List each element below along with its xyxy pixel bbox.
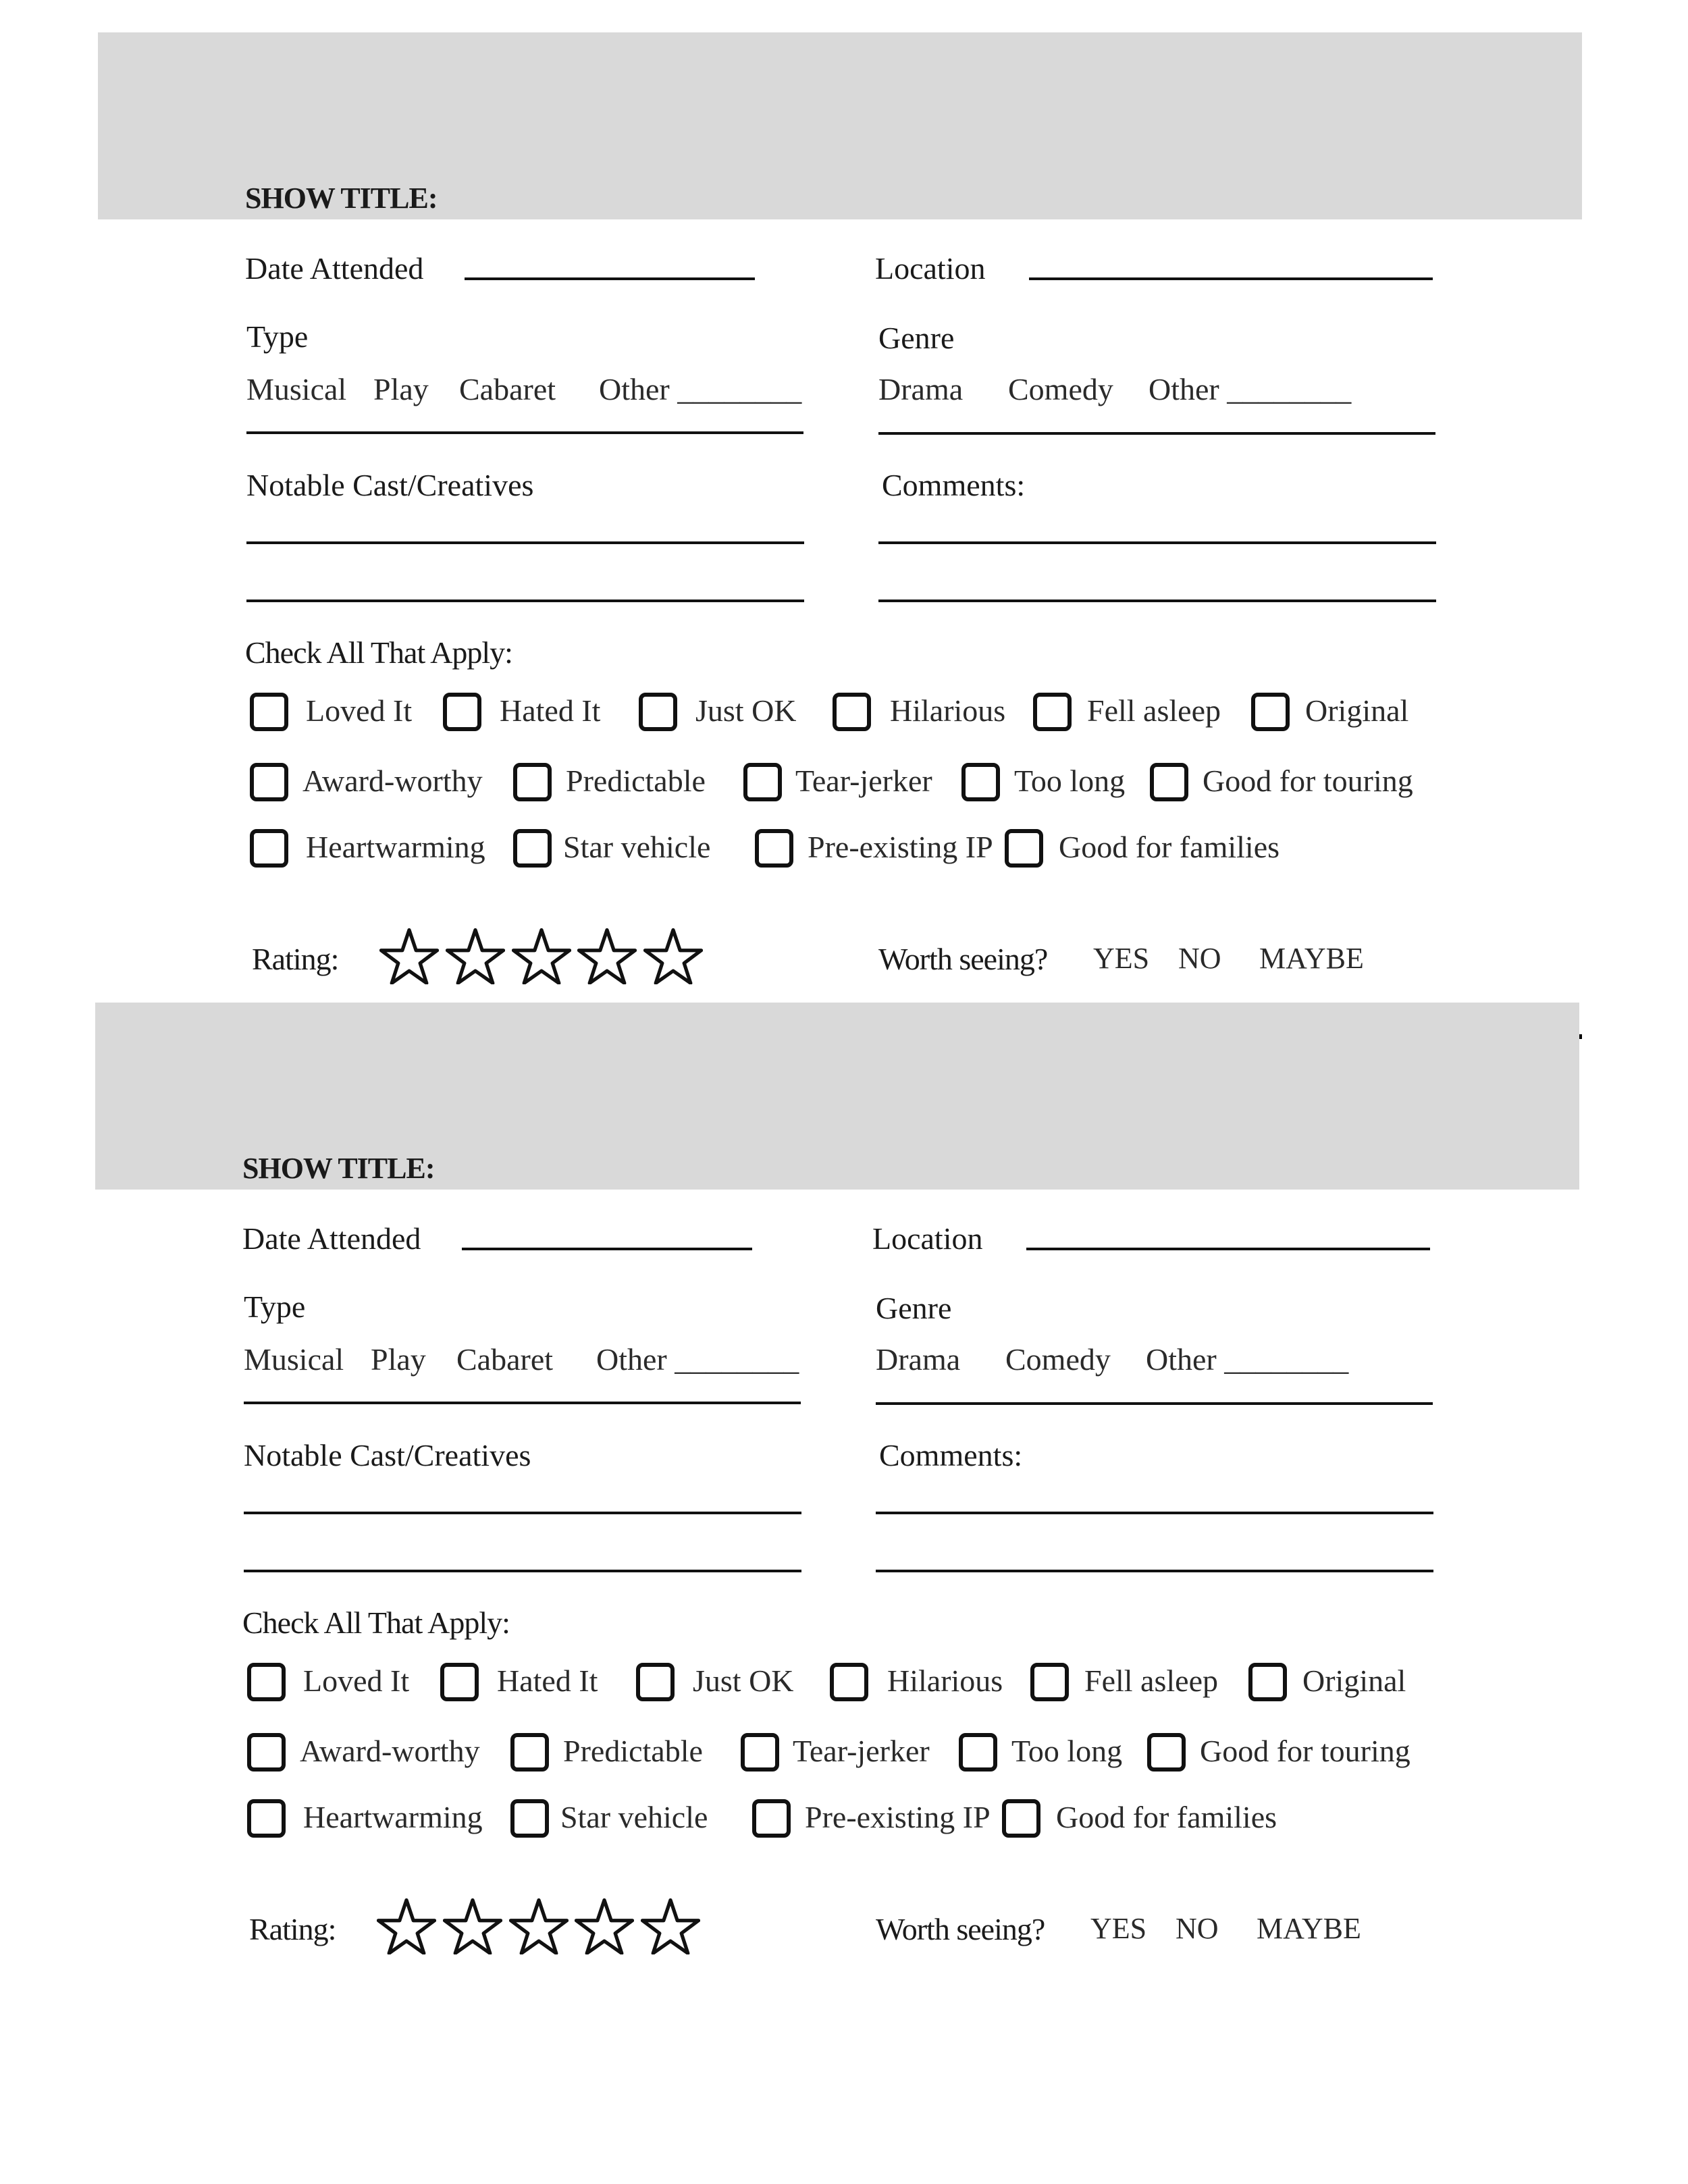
checkbox-icon[interactable] — [961, 763, 1000, 801]
type-option-musical[interactable]: Musical — [244, 1342, 344, 1377]
comments-label: Comments: — [879, 1438, 1023, 1472]
checkbox-icon[interactable] — [513, 763, 552, 801]
genre-option-comedy[interactable]: Comedy — [1008, 372, 1113, 406]
genre-option-drama[interactable]: Drama — [876, 1342, 961, 1377]
genre-option-drama[interactable]: Drama — [878, 372, 964, 406]
checkbox-label-heartwarming: Heartwarming — [306, 830, 485, 864]
checkbox-icon[interactable] — [1033, 693, 1072, 731]
genre-option-other[interactable]: Other ________ — [1146, 1342, 1349, 1377]
checkbox-icon[interactable] — [752, 1799, 791, 1838]
checkbox-label-original: Original — [1305, 693, 1409, 728]
worth-option-maybe[interactable]: MAYBE — [1259, 942, 1364, 975]
notable-cast-line-1[interactable] — [244, 1512, 801, 1514]
checkbox-label-original: Original — [1302, 1663, 1406, 1698]
show-entry-1 — [0, 0, 1688, 1013]
checkbox-label-good-for-families: Good for families — [1056, 1800, 1277, 1834]
show-title-label: SHOW TITLE: — [245, 182, 438, 215]
genre-underline — [878, 432, 1435, 435]
checkbox-label-award-worthy: Award-worthy — [302, 764, 483, 798]
checkbox-label-pre-existing-ip: Pre-existing IP — [808, 830, 993, 864]
checkbox-label-hated-it: Hated It — [500, 693, 601, 728]
checkbox-icon[interactable] — [1251, 693, 1290, 731]
type-label: Type — [244, 1289, 306, 1324]
show-title-label: SHOW TITLE: — [242, 1152, 435, 1185]
type-label: Type — [246, 319, 309, 354]
checkbox-icon[interactable] — [639, 693, 677, 731]
worth-option-no[interactable]: NO — [1176, 1912, 1219, 1945]
genre-option-comedy[interactable]: Comedy — [1005, 1342, 1111, 1377]
checkbox-label-good-for-touring: Good for touring — [1203, 764, 1413, 798]
checkbox-label-star-vehicle: Star vehicle — [560, 1800, 708, 1834]
checkbox-label-loved-it: Loved It — [303, 1663, 410, 1698]
checkbox-label-fell-asleep: Fell asleep — [1084, 1663, 1218, 1698]
checkbox-label-hilarious: Hilarious — [887, 1663, 1003, 1698]
comments-label: Comments: — [882, 468, 1026, 502]
star-outline-icon[interactable] — [575, 1898, 634, 1954]
location-field[interactable] — [1026, 1248, 1430, 1250]
checkbox-icon[interactable] — [1248, 1663, 1287, 1701]
type-option-other[interactable]: Other ________ — [599, 372, 802, 406]
checkbox-label-award-worthy: Award-worthy — [300, 1734, 480, 1768]
notable-cast-line-1[interactable] — [246, 541, 804, 544]
worth-seeing-label: Worth seeing? — [878, 942, 1048, 976]
star-outline-icon[interactable] — [641, 1898, 700, 1954]
checkbox-icon[interactable] — [743, 763, 782, 801]
comments-line-1[interactable] — [876, 1512, 1433, 1514]
genre-option-other[interactable]: Other ________ — [1149, 372, 1352, 406]
checkbox-icon[interactable] — [1147, 1733, 1186, 1772]
checkbox-label-good-for-families: Good for families — [1059, 830, 1280, 864]
star-outline-icon[interactable] — [377, 1898, 436, 1954]
checkbox-label-too-long: Too long — [1011, 1734, 1123, 1768]
notable-cast-label: Notable Cast/Creatives — [246, 468, 534, 502]
date-attended-field[interactable] — [465, 277, 755, 280]
worth-seeing-label: Worth seeing? — [876, 1912, 1045, 1946]
worth-option-yes[interactable]: YES — [1093, 942, 1150, 975]
checkbox-label-hated-it: Hated It — [497, 1663, 598, 1698]
rating-label: Rating: — [252, 942, 339, 976]
checkbox-label-hilarious: Hilarious — [890, 693, 1006, 728]
type-option-cabaret[interactable]: Cabaret — [459, 372, 556, 406]
checkbox-label-pre-existing-ip: Pre-existing IP — [805, 1800, 991, 1834]
genre-label: Genre — [878, 321, 955, 355]
checkbox-icon[interactable] — [1002, 1799, 1040, 1838]
checkbox-icon[interactable] — [250, 829, 288, 868]
show-entry-2 — [0, 970, 1685, 1983]
checkbox-label-fell-asleep: Fell asleep — [1087, 693, 1221, 728]
date-attended-label: Date Attended — [242, 1221, 421, 1256]
notable-cast-line-2[interactable] — [244, 1570, 801, 1572]
checkbox-icon[interactable] — [755, 829, 793, 868]
checkbox-icon[interactable] — [1030, 1663, 1069, 1701]
location-label: Location — [872, 1221, 983, 1256]
comments-line-2[interactable] — [878, 600, 1436, 602]
checkbox-label-predictable: Predictable — [563, 1734, 703, 1768]
check-all-label: Check All That Apply: — [245, 635, 512, 670]
checkbox-icon[interactable] — [247, 1799, 286, 1838]
checkbox-icon[interactable] — [833, 693, 871, 731]
genre-label: Genre — [876, 1291, 952, 1325]
checkbox-icon[interactable] — [247, 1663, 286, 1701]
comments-line-1[interactable] — [878, 541, 1436, 544]
checkbox-icon[interactable] — [1150, 763, 1188, 801]
checkbox-label-good-for-touring: Good for touring — [1200, 1734, 1410, 1768]
worth-option-no[interactable]: NO — [1178, 942, 1221, 975]
checkbox-icon[interactable] — [440, 1663, 479, 1701]
checkbox-label-loved-it: Loved It — [306, 693, 413, 728]
checkbox-icon[interactable] — [636, 1663, 675, 1701]
type-option-musical[interactable]: Musical — [246, 372, 347, 406]
type-option-cabaret[interactable]: Cabaret — [456, 1342, 554, 1377]
location-field[interactable] — [1029, 277, 1433, 280]
checkbox-icon[interactable] — [830, 1663, 868, 1701]
checkbox-icon[interactable] — [250, 763, 288, 801]
star-outline-icon[interactable] — [443, 1898, 502, 1954]
checkbox-icon[interactable] — [510, 1799, 549, 1838]
comments-line-2[interactable] — [876, 1570, 1433, 1572]
notable-cast-label: Notable Cast/Creatives — [244, 1438, 531, 1472]
checkbox-icon[interactable] — [510, 1733, 549, 1772]
checkbox-label-star-vehicle: Star vehicle — [563, 830, 711, 864]
checkbox-icon[interactable] — [1005, 829, 1043, 868]
checkbox-icon[interactable] — [959, 1733, 997, 1772]
checkbox-label-just-ok: Just OK — [695, 693, 797, 728]
check-all-label: Check All That Apply: — [242, 1605, 510, 1640]
type-option-play[interactable]: Play — [371, 1342, 426, 1377]
type-option-play[interactable]: Play — [373, 372, 429, 406]
checkbox-label-tear-jerker: Tear-jerker — [795, 764, 932, 798]
type-option-other[interactable]: Other ________ — [596, 1342, 799, 1377]
checkbox-label-predictable: Predictable — [566, 764, 706, 798]
genre-underline — [876, 1402, 1433, 1405]
star-outline-icon[interactable] — [509, 1898, 569, 1954]
checkbox-label-just-ok: Just OK — [693, 1663, 794, 1698]
date-attended-label: Date Attended — [245, 251, 424, 286]
worth-option-yes[interactable]: YES — [1090, 1912, 1147, 1945]
checkbox-icon[interactable] — [741, 1733, 779, 1772]
checkbox-label-too-long: Too long — [1014, 764, 1126, 798]
worth-option-maybe[interactable]: MAYBE — [1257, 1912, 1361, 1945]
type-underline — [244, 1402, 801, 1404]
checkbox-icon[interactable] — [247, 1733, 286, 1772]
checkbox-icon[interactable] — [513, 829, 552, 868]
date-attended-field[interactable] — [462, 1248, 752, 1250]
checkbox-label-tear-jerker: Tear-jerker — [793, 1734, 930, 1768]
checkbox-icon[interactable] — [250, 693, 288, 731]
checkbox-icon[interactable] — [443, 693, 481, 731]
checkbox-label-heartwarming: Heartwarming — [303, 1800, 483, 1834]
notable-cast-line-2[interactable] — [246, 600, 804, 602]
type-underline — [246, 431, 803, 434]
rating-label: Rating: — [249, 1912, 336, 1946]
location-label: Location — [875, 251, 986, 286]
